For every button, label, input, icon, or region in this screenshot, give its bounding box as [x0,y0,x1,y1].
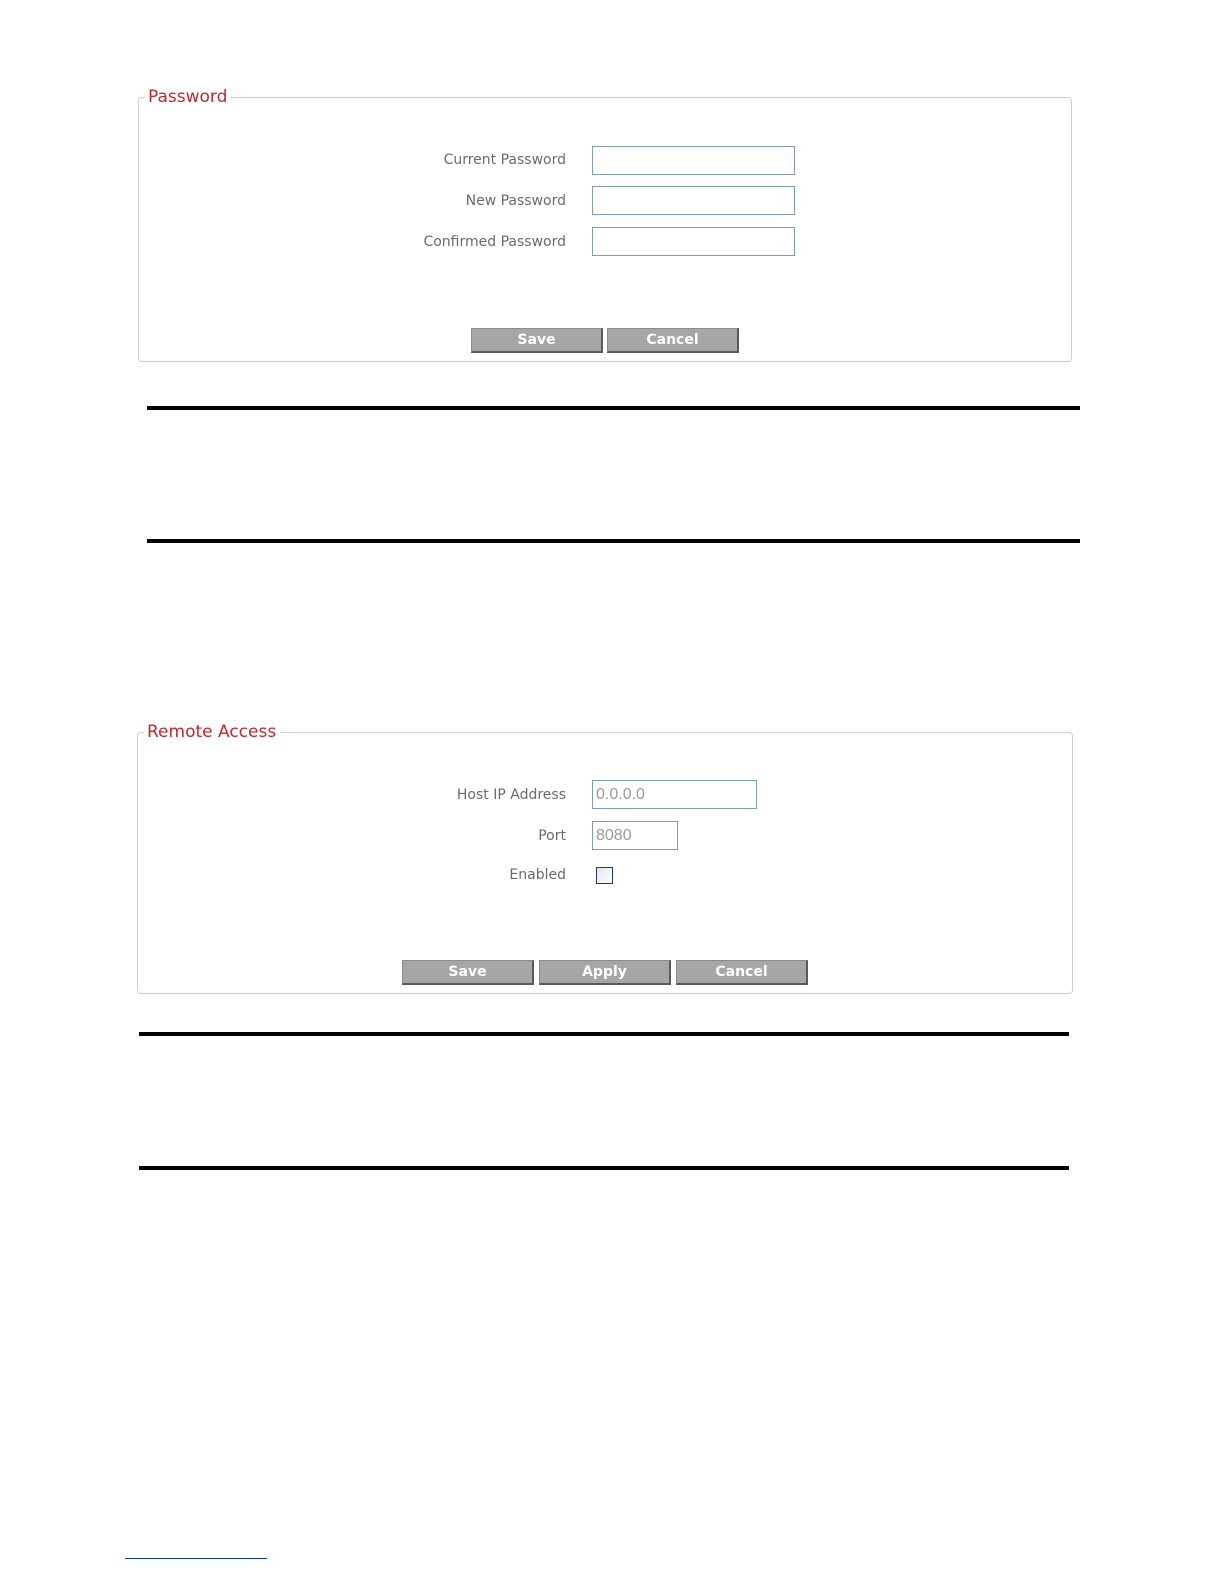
current-password-label: Current Password [443,152,566,168]
host-ip-input[interactable] [592,780,757,809]
current-password-input[interactable] [592,146,795,175]
remote-cancel-button[interactable]: Cancel [676,960,808,985]
new-password-label: New Password [465,193,566,209]
password-cancel-button[interactable]: Cancel [607,328,739,353]
confirmed-password-input[interactable] [592,227,795,256]
port-label: Port [538,828,566,844]
host-ip-label: Host IP Address [456,787,566,803]
remote-apply-button[interactable]: Apply [539,960,671,985]
divider-line [139,1166,1069,1170]
divider-line [139,1032,1069,1036]
remote-access-panel [137,722,1073,994]
divider-line [147,539,1080,543]
footnote-divider [125,1558,267,1559]
enabled-label: Enabled [509,867,566,883]
password-panel-title: Password [145,87,231,107]
password-save-button[interactable]: Save [471,328,603,353]
remote-save-button[interactable]: Save [402,960,534,985]
divider-line [147,406,1080,410]
new-password-input[interactable] [592,186,795,215]
confirmed-password-label: Confirmed Password [423,234,566,250]
enabled-checkbox[interactable] [596,867,613,884]
remote-access-panel-title: Remote Access [144,722,280,742]
port-input[interactable] [592,821,678,850]
